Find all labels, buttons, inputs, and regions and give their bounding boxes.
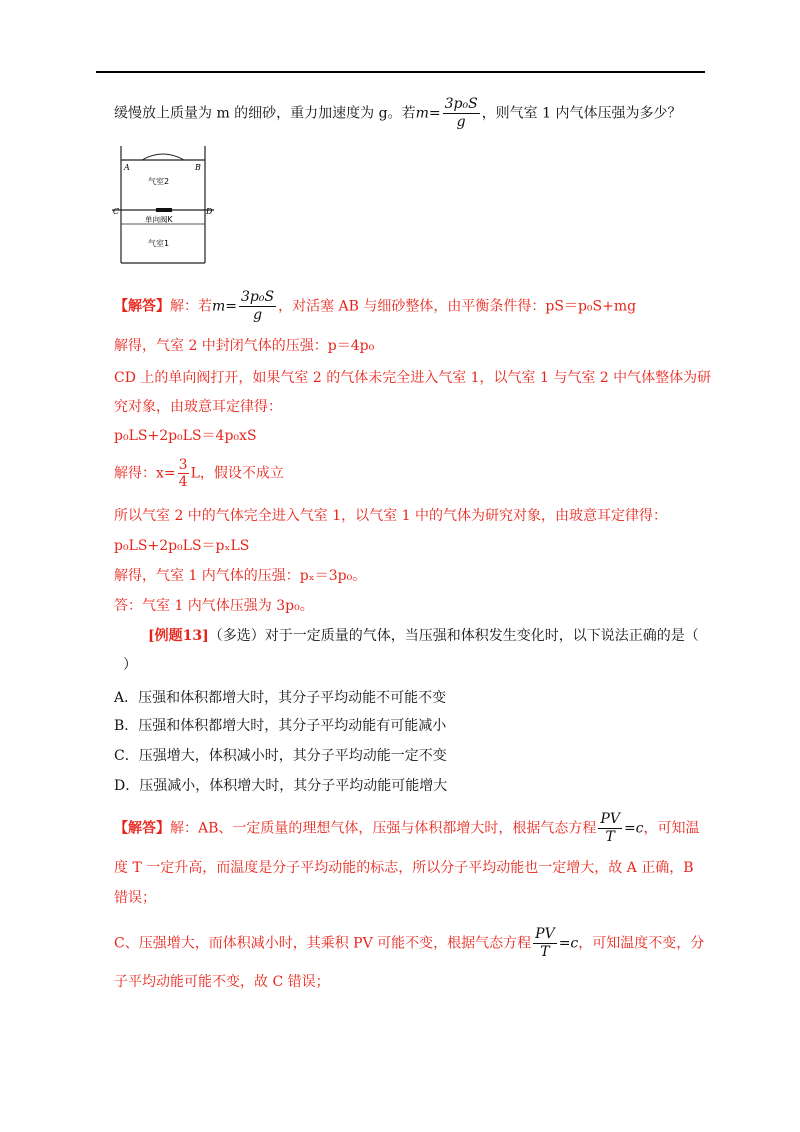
sol2-line5: 子平均动能可能不变，故 C 错误； bbox=[114, 974, 330, 990]
q13-stem-text: （多选）对于一定质量的气体，当压强和体积发生变化时，以下说法正确的是（ bbox=[208, 628, 699, 644]
header-rule bbox=[96, 71, 705, 73]
sol1-line3: CD 上的单向阀打开，如果气室 2 的气体未完全进入气室 1，以气室 1 与气室 2 中气体整体为研 bbox=[114, 370, 712, 386]
cylinder-svg bbox=[112, 146, 220, 268]
intro-suffix: ，则气室 1 内气体压强为多少？ bbox=[481, 105, 682, 122]
sol2-pv-num-2: PV bbox=[535, 926, 555, 942]
label-chamber2: 气室2 bbox=[148, 177, 170, 186]
sol2-line2: 度 T 一定升高，而温度是分子平均动能的标志，所以分子平均动能也一定增大，故 A 正确，B bbox=[114, 860, 694, 876]
problem-continuation bbox=[114, 96, 682, 131]
sol1-line5: p₀LS+2p₀LS＝4p₀xS bbox=[114, 428, 257, 444]
sol2-l1-prefix: 解：AB、一定质量的理想气体，压强与体积都增大时，根据气态方程 bbox=[170, 820, 597, 837]
label-chamber1: 气室1 bbox=[148, 239, 170, 248]
q13-option-a: A．压强和体积都增大时，其分子平均动能不可能不变 bbox=[114, 690, 447, 706]
sol1-tag: 【解答】 bbox=[114, 298, 170, 315]
sol1-fraction-num: 3p₀S bbox=[241, 289, 275, 305]
sol2-line1 bbox=[114, 811, 700, 846]
intro-m-var: m bbox=[415, 105, 429, 122]
sol1-line9: 解得，气室 1 内气体的压强：pₓ＝3p₀。 bbox=[114, 568, 367, 584]
sol1-fraction-den: g bbox=[253, 307, 263, 323]
valve-k bbox=[156, 208, 172, 212]
sand-pile bbox=[142, 154, 184, 160]
sol1-line1 bbox=[114, 289, 636, 324]
sol1-line10: 答：气室 1 内气体压强为 3p₀。 bbox=[114, 598, 314, 614]
label-d: D bbox=[206, 207, 213, 216]
sol1-l6-prefix: 解得：x= bbox=[114, 465, 176, 482]
sol2-tag: 【解答】 bbox=[114, 820, 170, 837]
sol1-line2: 解得，气室 2 中封闭气体的压强：p＝4p₀ bbox=[114, 338, 375, 354]
label-c: C bbox=[113, 207, 120, 216]
cylinder-diagram bbox=[112, 146, 220, 268]
sol2-pv-rhs-2: =c bbox=[558, 935, 579, 952]
sol1-fraction bbox=[239, 289, 276, 324]
sol2-l4-prefix: C、压强增大，而体积减小时，其乘积 PV 可能不变，根据气态方程 bbox=[114, 935, 532, 952]
intro-fraction bbox=[443, 96, 480, 131]
sol2-line4 bbox=[114, 926, 704, 961]
sol1-line7: 所以气室 2 中的气体完全进入气室 1，以气室 1 中的气体为研究对象，由玻意耳定律得： bbox=[114, 508, 667, 524]
q13-option-b: B．压强和体积都增大时，其分子平均动能有可能减小 bbox=[114, 718, 447, 734]
q13-option-d: D．压强减小，体积增大时，其分子平均动能可能增大 bbox=[114, 778, 448, 794]
sol1-eq: = bbox=[225, 298, 238, 315]
sol2-pv-fraction bbox=[598, 811, 622, 846]
intro-fraction-num: 3p₀S bbox=[444, 96, 478, 112]
sol1-line8: p₀LS+2p₀LS＝pₓLS bbox=[114, 538, 250, 554]
sol2-pv-rhs: =c bbox=[623, 820, 644, 837]
label-a: A bbox=[124, 163, 130, 172]
label-valve: 单向阀K bbox=[145, 215, 173, 224]
sol1-l6-den: 4 bbox=[178, 474, 188, 490]
sol1-m-var: m bbox=[212, 298, 226, 315]
sol2-l4-suffix: ，可知温度不变，分 bbox=[578, 935, 705, 952]
sol2-pv-den: T bbox=[605, 829, 615, 845]
sol1-l6-fraction bbox=[178, 457, 189, 490]
q13-stem bbox=[148, 626, 699, 646]
label-b: B bbox=[195, 163, 201, 172]
q13-stem-close: ） bbox=[123, 657, 137, 673]
q13-tag: [例题13] bbox=[148, 628, 209, 644]
sol2-line3: 错误； bbox=[114, 890, 156, 906]
sol1-line6 bbox=[114, 457, 284, 490]
sol2-pv-fraction-2 bbox=[533, 926, 557, 961]
sol1-prefix: 解：若 bbox=[170, 298, 212, 315]
intro-eq: = bbox=[428, 105, 441, 122]
intro-fraction-den: g bbox=[456, 114, 466, 130]
sol1-l6-suffix: L，假设不成立 bbox=[190, 465, 284, 482]
sol2-pv-den-2: T bbox=[540, 944, 550, 960]
sol2-pv-num: PV bbox=[600, 811, 620, 827]
sol1-line4: 究对象，由玻意耳定律得： bbox=[114, 399, 282, 415]
intro-prefix: 缓慢放上质量为 m 的细砂，重力加速度为 g。若 bbox=[114, 105, 416, 122]
q13-option-c: C．压强增大，体积减小时，其分子平均动能一定不变 bbox=[114, 748, 447, 764]
sol1-l6-num: 3 bbox=[178, 457, 188, 473]
sol1-suffix: ，对活塞 AB 与细砂整体，由平衡条件得：pS＝p₀S+mg bbox=[278, 298, 637, 315]
sol2-l1-suffix: ，可知温 bbox=[643, 820, 700, 837]
